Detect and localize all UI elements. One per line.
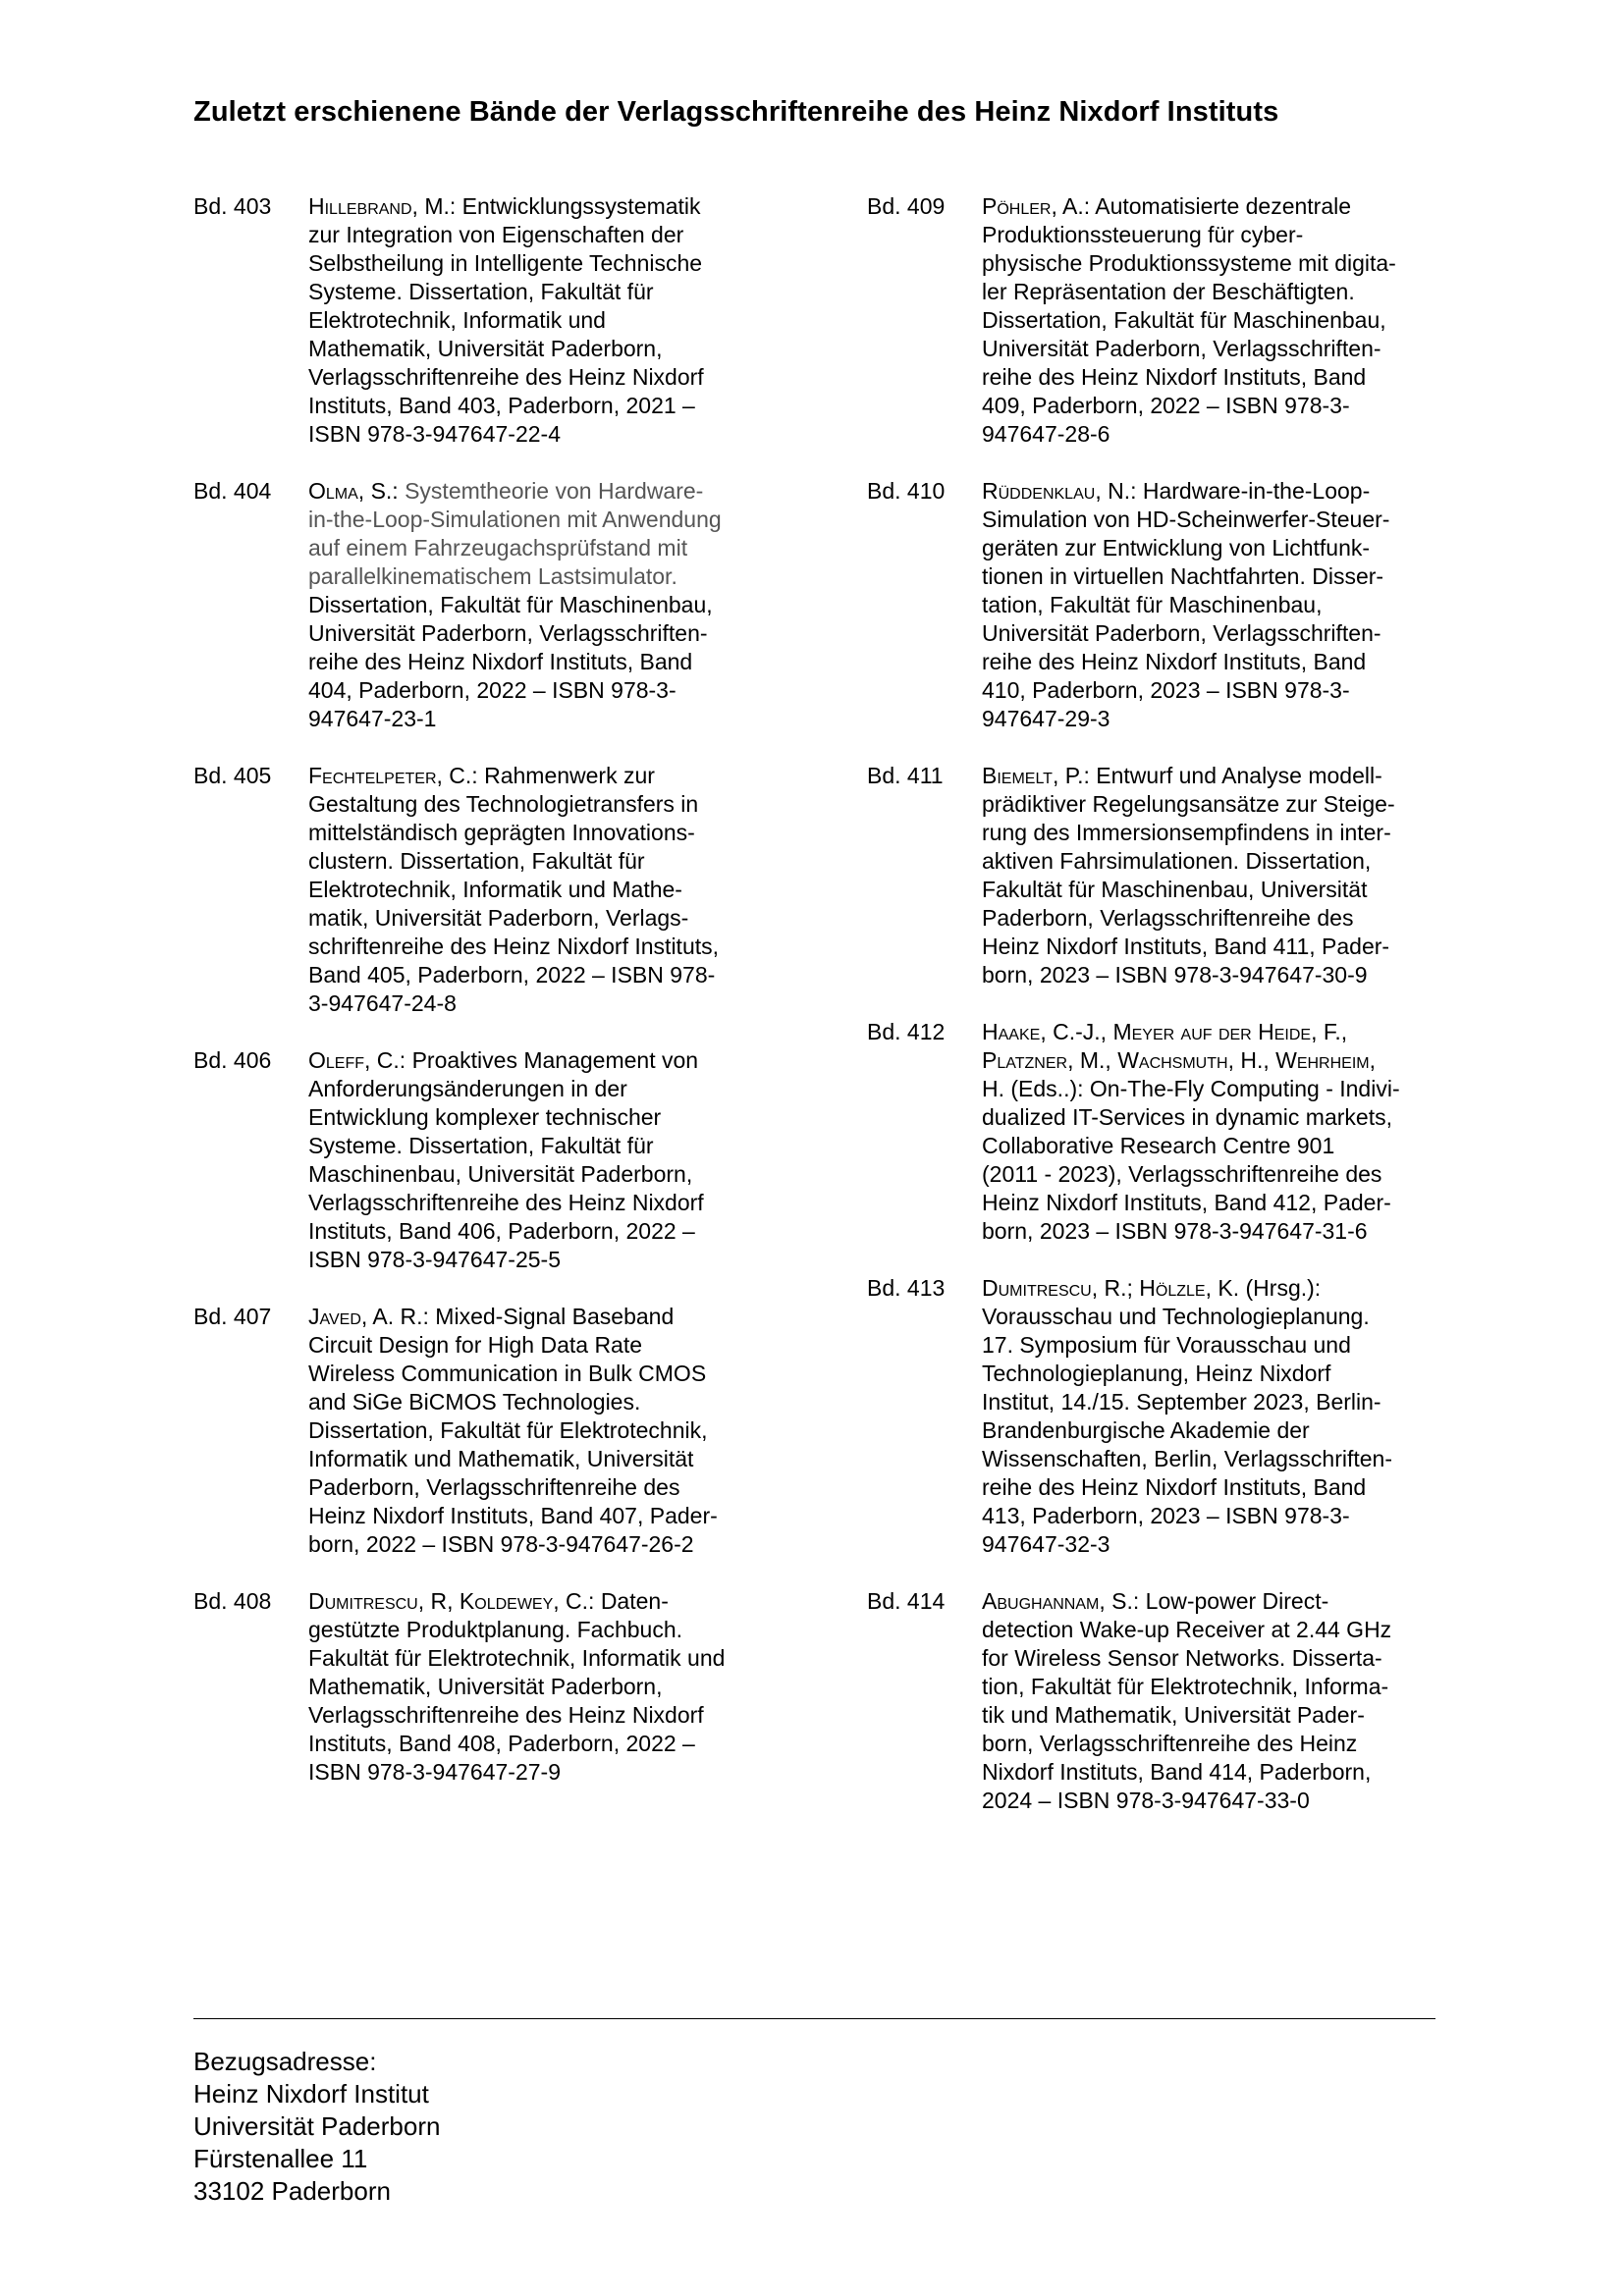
text-line: Instituts, Band 406, Paderborn, 2022 –: [308, 1218, 695, 1244]
author-line: [982, 762, 1446, 790]
text-line: Universität Paderborn, Verlagsschriften-: [308, 620, 708, 646]
text-line: 947647-28-6: [982, 421, 1110, 447]
publication-text: [982, 1274, 1446, 1559]
text-line: Heinz Nixdorf Instituts, Band 407, Pader-: [308, 1503, 718, 1528]
author-line: [982, 1587, 1446, 1616]
text-line: Vorausschau und Technologieplanung.: [982, 1304, 1370, 1329]
text-line: Heinz Nixdorf Instituts, Band 412, Pader-: [982, 1190, 1391, 1215]
volume-number: Bd. 410: [867, 478, 946, 504]
text-line: reihe des Heinz Nixdorf Instituts, Band: [982, 649, 1367, 674]
author-rest: , C.: Proaktives Management von: [364, 1047, 699, 1073]
text-line: Wireless Communication in Bulk CMOS: [308, 1361, 707, 1386]
text-line: Verlagsschriftenreihe des Heinz Nixdorf: [308, 1190, 704, 1215]
publication-text: [982, 762, 1446, 989]
author-line: [982, 192, 1446, 221]
text-line: Paderborn, Verlagsschriftenreihe des: [308, 1474, 680, 1500]
title-line: auf einem Fahrzeugachsprüfstand mit: [308, 535, 688, 561]
author-line: [308, 1303, 773, 1331]
text-line: Fakultät für Maschinenbau, Universität: [982, 877, 1368, 902]
author-line: [308, 477, 773, 506]
volume-number: Bd. 407: [193, 1304, 272, 1329]
text-line: reihe des Heinz Nixdorf Instituts, Band: [982, 1474, 1367, 1500]
text-line: ISBN 978-3-947647-22-4: [308, 421, 561, 447]
author-surname: Abughannam: [982, 1588, 1100, 1614]
text-line: Gestaltung des Technologietransfers in: [308, 791, 699, 817]
address-line: Universität Paderborn: [193, 2111, 441, 2141]
address-line: Heinz Nixdorf Institut: [193, 2079, 429, 2109]
text-line: born, 2023 – ISBN 978-3-947647-31-6: [982, 1218, 1368, 1244]
text-line: tation, Fakultät für Maschinenbau,: [982, 592, 1323, 617]
author-rest: , K. (Hrsg.):: [1205, 1275, 1322, 1301]
author-surname: Wachsmuth: [1117, 1047, 1228, 1073]
publication-entry: [867, 762, 1446, 989]
text-line: 3-947647-24-8: [308, 990, 457, 1016]
author-surname: Dumitrescu: [982, 1275, 1092, 1301]
author-rest: , C.: Daten-: [553, 1588, 669, 1614]
title-line: parallelkinematischem Lastsimulator.: [308, 563, 677, 589]
text-line: Mathematik, Universität Paderborn,: [308, 336, 663, 361]
text-line: ISBN 978-3-947647-25-5: [308, 1247, 561, 1272]
publication-text: [982, 1587, 1446, 1815]
author-line: [982, 1274, 1446, 1303]
text-line: 2024 – ISBN 978-3-947647-33-0: [982, 1788, 1310, 1813]
text-line: Wissenschaften, Berlin, Verlagsschriften-: [982, 1446, 1393, 1471]
volume-number: Bd. 405: [193, 763, 272, 788]
author-initials: ,: [1369, 1047, 1377, 1073]
author-rest: , A. R.: Mixed-Signal Baseband: [360, 1304, 675, 1329]
author-line: [982, 1046, 1446, 1075]
author-surname: Javed: [308, 1304, 361, 1329]
text-line: mittelständisch geprägten Innovations-: [308, 820, 695, 845]
author-surname: Platzner: [982, 1047, 1068, 1073]
volume-number: Bd. 412: [867, 1019, 946, 1044]
text-line: Instituts, Band 408, Paderborn, 2022 –: [308, 1731, 695, 1756]
text-line: Dissertation, Fakultät für Maschinenbau,: [982, 307, 1386, 333]
text-line: born, Verlagsschriftenreihe des Heinz: [982, 1731, 1358, 1756]
page-title: Zuletzt erschienene Bände der Verlagsschriftenreihe des Heinz Nixdorf Instituts: [193, 96, 1279, 128]
author-initials: , M.,: [1067, 1047, 1118, 1073]
divider-line: [193, 2018, 1435, 2019]
text-line: geräten zur Entwicklung von Lichtfunk-: [982, 535, 1371, 561]
author-rest: , S.:: [357, 478, 406, 504]
author-line: [982, 477, 1446, 506]
publication-entry: [193, 477, 773, 733]
author-line: [982, 1018, 1446, 1046]
text-line: 17. Symposium für Vorausschau und: [982, 1332, 1351, 1358]
text-line: and SiGe BiCMOS Technologies.: [308, 1389, 641, 1415]
publication-text: [982, 1018, 1446, 1246]
text-line: Systeme. Dissertation, Fakultät für: [308, 279, 654, 304]
volume-number: Bd. 409: [867, 193, 946, 219]
text-line: gestützte Produktplanung. Fachbuch.: [308, 1617, 683, 1642]
text-line: Brandenburgische Akademie der: [982, 1417, 1310, 1443]
text-line: Fakultät für Elektrotechnik, Informatik und: [308, 1645, 726, 1671]
text-line: Maschinenbau, Universität Paderborn,: [308, 1161, 693, 1187]
address-line: 33102 Paderborn: [193, 2176, 391, 2206]
text-line: reihe des Heinz Nixdorf Instituts, Band: [308, 649, 693, 674]
text-line: Informatik und Mathematik, Universität: [308, 1446, 694, 1471]
volume-number: Bd. 404: [193, 478, 272, 504]
author-rest: , M.: Entwicklungssystematik: [411, 193, 701, 219]
author-initials: , C.-J.,: [1040, 1019, 1113, 1044]
text-line: Band 405, Paderborn, 2022 – ISBN 978-: [308, 962, 716, 988]
author-rest: , P.: Entwurf und Analyse modell-: [1052, 763, 1382, 788]
author-initials: , H.,: [1227, 1047, 1276, 1073]
text-line: Universität Paderborn, Verlagsschriften-: [982, 336, 1381, 361]
text-line: for Wireless Sensor Networks. Disserta-: [982, 1645, 1382, 1671]
text-line: Circuit Design for High Data Rate: [308, 1332, 643, 1358]
text-line: rung des Immersionsempfindens in inter-: [982, 820, 1391, 845]
text-line: (2011 - 2023), Verlagsschriftenreihe des: [982, 1161, 1382, 1187]
text-line: physische Produktionssysteme mit digita-: [982, 250, 1396, 276]
text-line: 413, Paderborn, 2023 – ISBN 978-3-: [982, 1503, 1350, 1528]
text-line: reihe des Heinz Nixdorf Instituts, Band: [982, 364, 1367, 390]
publication-text: [982, 192, 1446, 449]
text-line: Entwicklung komplexer technischer: [308, 1104, 662, 1130]
publication-entry: [193, 1046, 773, 1274]
author-initials: , R,: [417, 1588, 460, 1614]
author-surname: Oleff: [308, 1047, 365, 1073]
text-line: Mathematik, Universität Paderborn,: [308, 1674, 663, 1699]
text-line: born, 2023 – ISBN 978-3-947647-30-9: [982, 962, 1368, 988]
text-line: tionen in virtuellen Nachtfahrten. Disser-: [982, 563, 1384, 589]
text-line: Simulation von HD-Scheinwerfer-Steuer-: [982, 507, 1390, 532]
author-surname: Koldewey: [459, 1588, 554, 1614]
text-line: 947647-32-3: [982, 1531, 1110, 1557]
text-line: 409, Paderborn, 2022 – ISBN 978-3-: [982, 393, 1350, 418]
text-line: dualized IT-Services in dynamic markets,: [982, 1104, 1392, 1130]
text-line: tik und Mathematik, Universität Pader-: [982, 1702, 1365, 1728]
text-line: Collaborative Research Centre 901: [982, 1133, 1335, 1158]
publication-entry: [193, 1587, 773, 1787]
author-initials: , F.,: [1311, 1019, 1348, 1044]
author-surname: Pöhler: [982, 193, 1052, 219]
text-line: 947647-23-1: [308, 706, 437, 731]
text-line: Dissertation, Fakultät für Maschinenbau,: [308, 592, 713, 617]
publication-text: [308, 477, 773, 733]
address-block: [193, 2046, 440, 2208]
publication-text: [308, 1303, 773, 1559]
author-surname: Fechtelpeter: [308, 763, 437, 788]
publication-text: [308, 762, 773, 1018]
title-fragment: Systemtheorie von Hardware-: [405, 478, 704, 504]
text-line: Produktionssteuerung für cyber-: [982, 222, 1304, 247]
publication-entry: [193, 1303, 773, 1559]
text-line: tion, Fakultät für Elektrotechnik, Informa-: [982, 1674, 1389, 1699]
author-surname: Hölzle: [1139, 1275, 1206, 1301]
author-rest: , S.: Low-power Direct-: [1099, 1588, 1329, 1614]
author-surname: Olma: [308, 478, 358, 504]
author-line: [308, 1587, 773, 1616]
right-column: [867, 192, 1446, 1843]
left-column: [193, 192, 773, 1815]
author-initials: , R.;: [1091, 1275, 1140, 1301]
text-line: Dissertation, Fakultät für Elektrotechnik,: [308, 1417, 708, 1443]
volume-number: Bd. 403: [193, 193, 272, 219]
publication-entry: [867, 477, 1446, 733]
author-rest: , A.: Automatisierte dezentrale: [1051, 193, 1352, 219]
text-line: 410, Paderborn, 2023 – ISBN 978-3-: [982, 677, 1350, 703]
author-line: [308, 192, 773, 221]
publication-text: [308, 1587, 773, 1787]
publication-entry: [867, 192, 1446, 449]
volume-number: Bd. 411: [867, 763, 944, 788]
text-line: Systeme. Dissertation, Fakultät für: [308, 1133, 654, 1158]
publication-entry: [193, 762, 773, 1018]
author-surname: Wehrheim: [1275, 1047, 1370, 1073]
text-line: matik, Universität Paderborn, Verlags-: [308, 905, 689, 931]
text-line: Technologieplanung, Heinz Nixdorf: [982, 1361, 1331, 1386]
publication-text: [308, 1046, 773, 1274]
text-line: ISBN 978-3-947647-27-9: [308, 1759, 561, 1785]
text-line: H. (Eds..): On-The-Fly Computing - Indivi-: [982, 1076, 1400, 1101]
text-line: prädiktiver Regelungsansätze zur Steige-: [982, 791, 1395, 817]
text-line: Selbstheilung in Intelligente Technische: [308, 250, 703, 276]
text-line: Elektrotechnik, Informatik und: [308, 307, 606, 333]
text-line: Elektrotechnik, Informatik und Mathe-: [308, 877, 682, 902]
author-surname: Dumitrescu: [308, 1588, 418, 1614]
author-surname: Meyer auf der Heide: [1112, 1019, 1312, 1044]
volume-number: Bd. 408: [193, 1588, 272, 1614]
text-line: Verlagsschriftenreihe des Heinz Nixdorf: [308, 1702, 704, 1728]
text-line: Instituts, Band 403, Paderborn, 2021 –: [308, 393, 695, 418]
text-line: Verlagsschriftenreihe des Heinz Nixdorf: [308, 364, 704, 390]
address-line: Fürstenallee 11: [193, 2144, 368, 2173]
text-line: born, 2022 – ISBN 978-3-947647-26-2: [308, 1531, 694, 1557]
author-surname: Biemelt: [982, 763, 1053, 788]
text-line: aktiven Fahrsimulationen. Dissertation,: [982, 848, 1372, 874]
text-line: schriftenreihe des Heinz Nixdorf Instituts,: [308, 934, 720, 959]
author-line: [308, 1046, 773, 1075]
publication-entry: [867, 1274, 1446, 1559]
author-surname: Haake: [982, 1019, 1041, 1044]
author-rest: , N.: Hardware-in-the-Loop-: [1095, 478, 1371, 504]
volume-number: Bd. 413: [867, 1275, 946, 1301]
publication-entry: [867, 1018, 1446, 1246]
text-line: 947647-29-3: [982, 706, 1110, 731]
text-line: detection Wake-up Receiver at 2.44 GHz: [982, 1617, 1392, 1642]
address-label: Bezugsadresse:: [193, 2047, 377, 2076]
volume-number: Bd. 414: [867, 1588, 946, 1614]
publication-text: [982, 477, 1446, 733]
author-surname: Rüddenklau: [982, 478, 1096, 504]
text-line: Anforderungsänderungen in der: [308, 1076, 627, 1101]
text-line: Institut, 14./15. September 2023, Berlin-: [982, 1389, 1381, 1415]
text-line: Heinz Nixdorf Instituts, Band 411, Pader-: [982, 934, 1390, 959]
text-line: clustern. Dissertation, Fakultät für: [308, 848, 645, 874]
text-line: 404, Paderborn, 2022 – ISBN 978-3-: [308, 677, 677, 703]
title-line: in-the-Loop-Simulationen mit Anwendung: [308, 507, 722, 532]
publication-text: [308, 192, 773, 449]
author-rest: , C.: Rahmenwerk zur: [436, 763, 655, 788]
volume-number: Bd. 406: [193, 1047, 272, 1073]
text-line: Universität Paderborn, Verlagsschriften-: [982, 620, 1381, 646]
text-line: ler Repräsentation der Beschäftigten.: [982, 279, 1355, 304]
publication-entry: [867, 1587, 1446, 1815]
publication-entry: [193, 192, 773, 449]
text-line: Paderborn, Verlagsschriftenreihe des: [982, 905, 1354, 931]
text-line: Nixdorf Instituts, Band 414, Paderborn,: [982, 1759, 1372, 1785]
author-line: [308, 762, 773, 790]
author-surname: Hillebrand: [308, 193, 412, 219]
text-line: zur Integration von Eigenschaften der: [308, 222, 684, 247]
